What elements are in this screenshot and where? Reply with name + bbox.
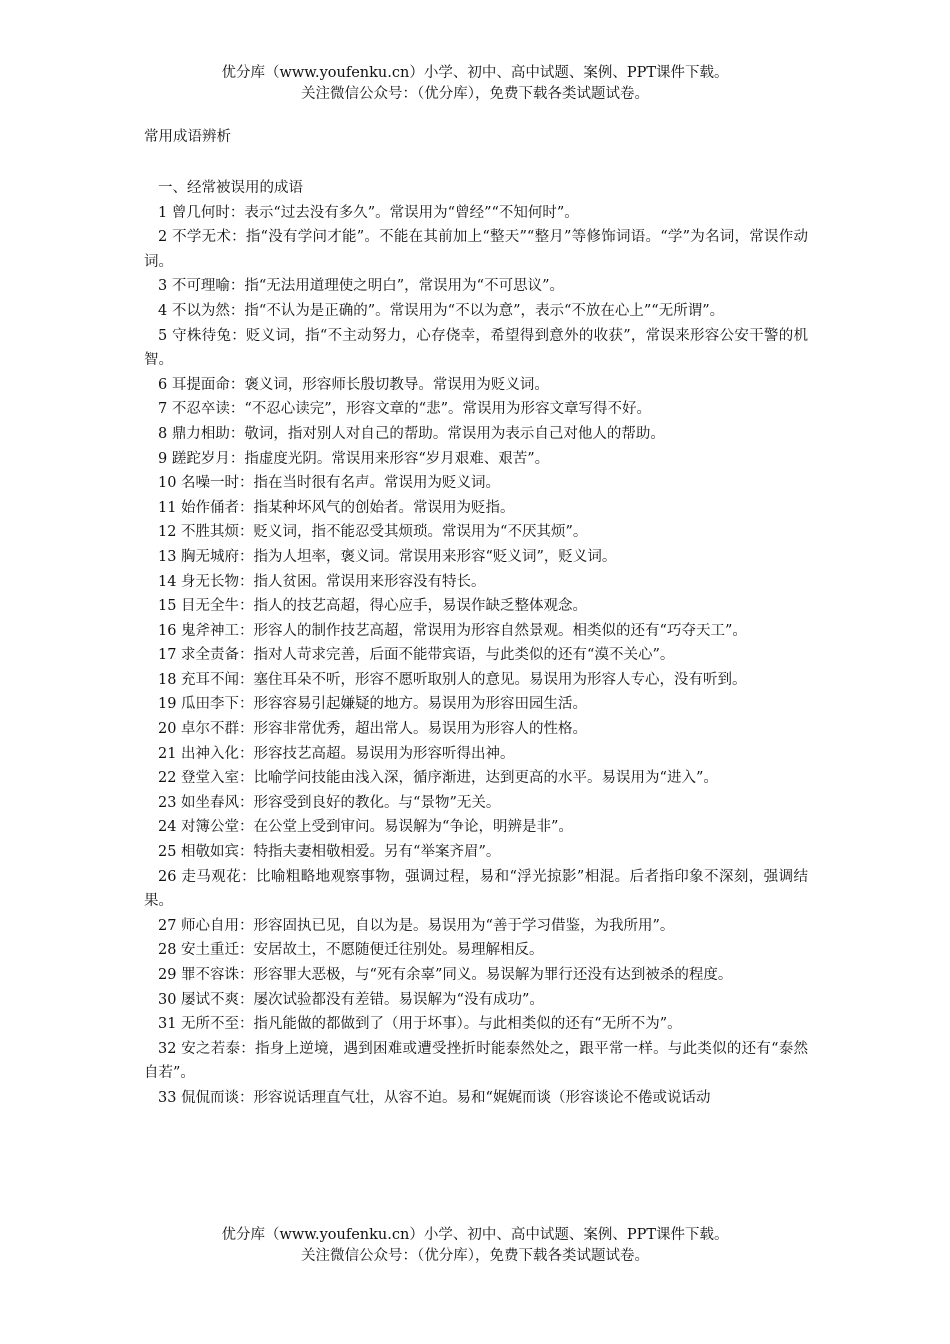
idiom-list	[144, 201, 808, 1111]
idiom-entry: 25 相敬如宾：特指夫妻相敬相爱。另有“举案齐眉”。	[158, 844, 501, 861]
idiom-entry: 28 安土重迁：安居故土，不愿随便迁往别处。易理解相反。	[158, 942, 544, 959]
idiom-entry: 30 屡试不爽：屡次试验都没有差错。易误解为“没有成功”。	[158, 991, 544, 1008]
idiom-entry: 17 求全责备：指对人苛求完善，后面不能带宾语，与此类似的还有“漠不关心”。	[158, 647, 675, 664]
idiom-entry: 27 师心自用：形容固执已见，自以为是。易误用为“善于学习借鉴，为我所用”。	[158, 917, 675, 934]
idiom-entry: 18 充耳不闻：塞住耳朵不听，形容不愿听取别人的意见。易误用为形容人专心，没有听到。	[158, 671, 747, 688]
idiom-entry: 7 不忍卒读：“不忍心读完”，形容文章的“悲”。常误用为形容文章写得不好。	[158, 401, 651, 418]
idiom-entry: 4 不以为然：指“不认为是正确的”。常误用为“不以为意”，表示“不放在心上”“无所谓”。	[158, 302, 725, 319]
idiom-entry: 14 身无长物：指人贫困。常误用来形容没有特长。	[158, 573, 486, 590]
idiom-entry: 8 鼎力相助：敬词，指对别人对自己的帮助。常误用为表示自己对他人的帮助。	[158, 425, 665, 442]
page-header	[0, 63, 950, 105]
idiom-entry: 20 卓尔不群：形容非常优秀，超出常人。易误用为形容人的性格。	[158, 721, 588, 738]
footer-line-1: 优分库（www.youfenku.cn）小学、初中、高中试题、案例、PPT课件下载。	[221, 1227, 729, 1243]
idiom-entry: 15 目无全牛：指人的技艺高超，得心应手，易误作缺乏整体观念。	[158, 598, 588, 615]
section-title: 一、经常被误用的成语	[158, 180, 303, 196]
idiom-entry: 31 无所不至：指凡能做的都做到了（用于坏事）。与此相类似的还有“无所不为”。	[158, 1016, 682, 1033]
idiom-entry: 19 瓜田李下：形容容易引起嫌疑的地方。易误用为形容田园生活。	[158, 696, 588, 713]
document-body	[144, 176, 808, 1212]
idiom-entry: 23 如坐春风：形容受到良好的教化。与“景物”无关。	[158, 794, 501, 811]
idiom-entry: 2 不学无术：指“没有学问才能”。不能在其前加上“整天”“整月”等修饰词语。“学”为名词，常误作动词。	[144, 229, 808, 270]
idiom-entry: 9 蹉跎岁月：指虚度光阴。常误用来形容“岁月艰难、艰苦”。	[158, 450, 550, 467]
header-line-2: 关注微信公众号：（优分库），免费下载各类试题试卷。	[301, 86, 649, 102]
document-title: 常用成语辨析	[144, 129, 231, 145]
idiom-entry: 21 出神入化：形容技艺高超。易误用为形容听得出神。	[158, 745, 515, 762]
header-line-1: 优分库（www.youfenku.cn）小学、初中、高中试题、案例、PPT课件下载。	[221, 65, 729, 81]
idiom-entry: 24 对簿公堂：在公堂上受到审问。易误解为“争论，明辨是非”。	[158, 819, 573, 836]
idiom-entry: 13 胸无城府：指为人坦率，褒义词。常误用来形容“贬义词”，贬义词。	[158, 548, 617, 565]
idiom-entry: 1 曾几何时：表示“过去没有多久”。常误用为“曾经”“不知何时”。	[158, 204, 579, 221]
idiom-entry: 11 始作俑者：指某种坏风气的创始者。常误用为贬指。	[158, 499, 515, 516]
idiom-entry: 10 名噪一时：指在当时很有名声。常误用为贬义词。	[158, 475, 501, 492]
idiom-entry: 12 不胜其烦：贬义词，指不能忍受其烦琐。常误用为“不厌其烦”。	[158, 524, 588, 541]
page-footer	[0, 1225, 950, 1267]
idiom-entry: 29 罪不容诛：形容罪大恶极，与“死有余辜”同义。易误解为罪行还没有达到被杀的程度。	[158, 967, 733, 983]
idiom-entry: 32 安之若泰：指身上逆境，遇到困难或遭受挫折时能泰然处之，跟平常一样。与此类似的还有“泰然自若”。	[144, 1040, 808, 1082]
idiom-entry: 22 登堂入室：比喻学问技能由浅入深，循序渐进，达到更高的水平。易误用为“进入”。	[158, 770, 718, 787]
idiom-entry: 5 守株待兔：贬义词，指“不主动努力，心存侥幸，希望得到意外的收获”，常误来形容公安干警的机智。	[144, 327, 808, 369]
idiom-entry: 6 耳提面命：褒义词，形容师长殷切教导。常误用为贬义词。	[158, 376, 549, 393]
idiom-entry: 3 不可理喻：指“无法用道理使之明白”，常误用为“不可思议”。	[158, 278, 564, 295]
footer-line-2: 关注微信公众号：（优分库），免费下载各类试题试卷。	[301, 1248, 649, 1264]
idiom-entry: 26 走马观花：比喻粗略地观察事物，强调过程，易和“浮光掠影”相混。后者指印象不深刻，强调结果。	[144, 868, 808, 910]
idiom-entry: 33 侃侃而谈：形容说话理直气壮，从容不迫。易和“娓娓而谈（形容谈论不倦或说话动	[158, 1089, 711, 1106]
idiom-entry: 16 鬼斧神工：形容人的制作技艺高超，常误用为形容自然景观。相类似的还有“巧夺天工”。	[158, 622, 747, 639]
